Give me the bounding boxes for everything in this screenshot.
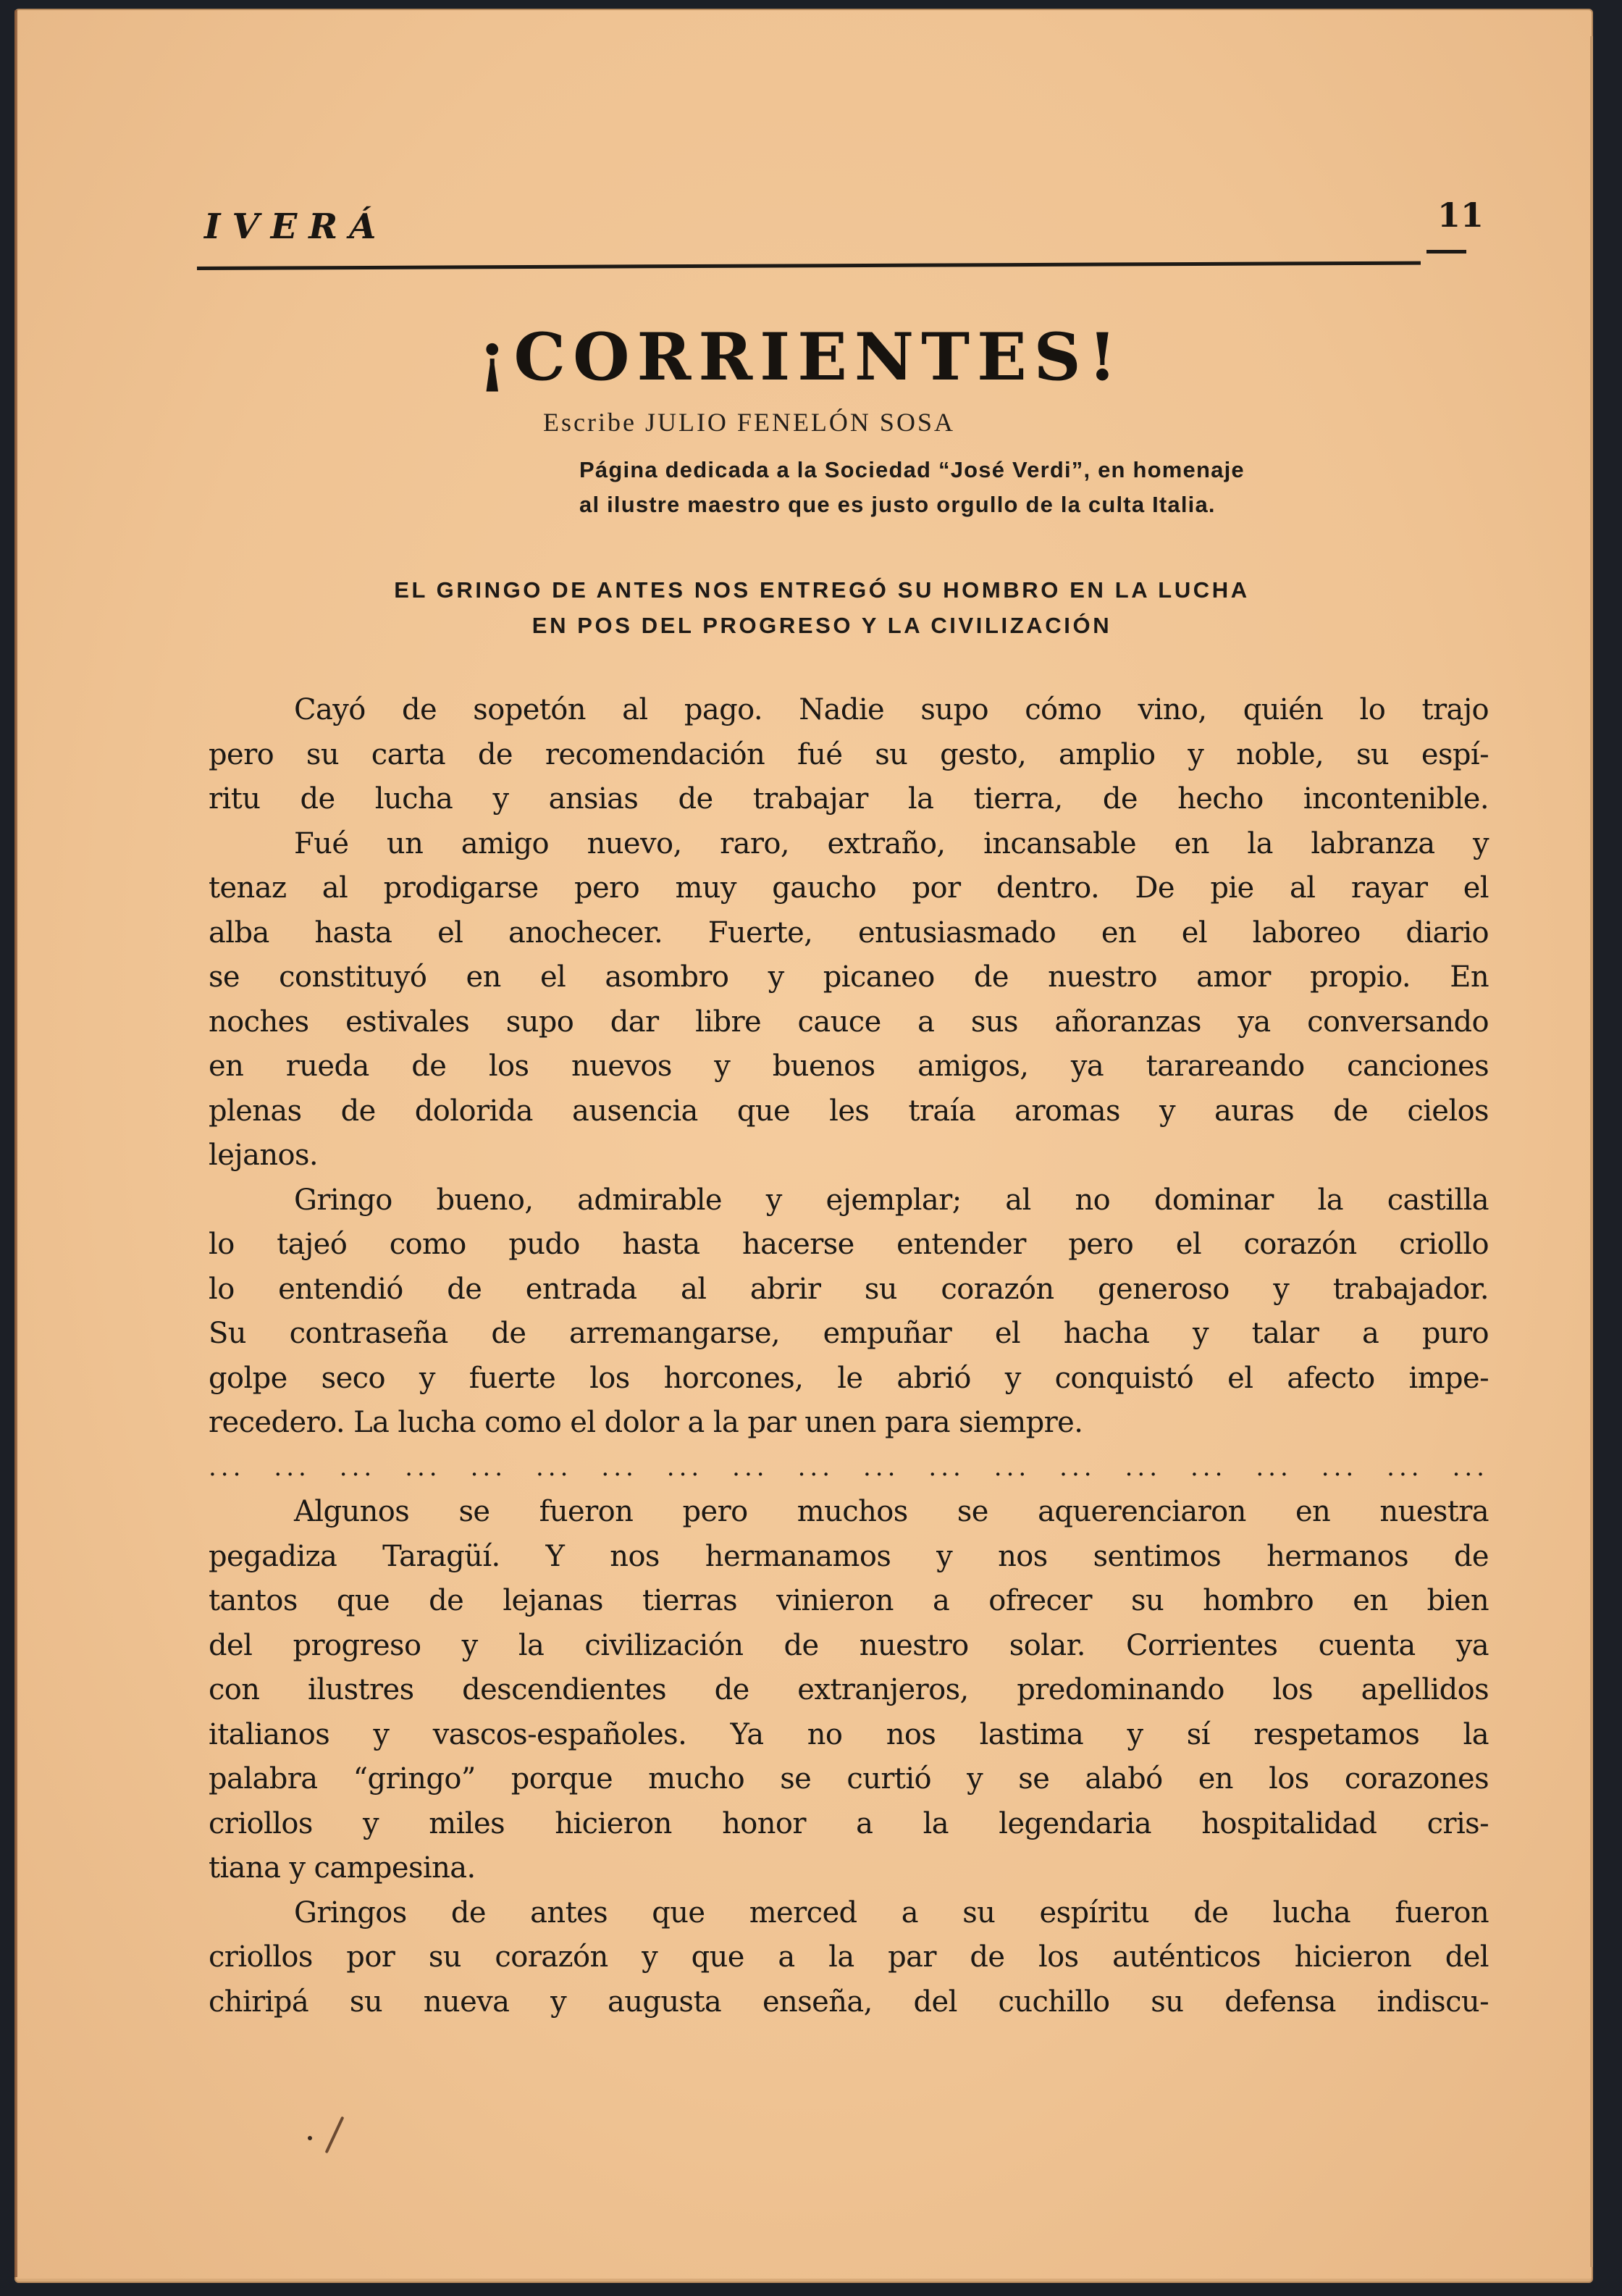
text-line: del progreso y la civilización de nuestro solar. Corrientes cuenta ya (209, 1628, 1489, 1662)
text-line: criollos por su corazón y que a la par de los auténticos hicieron del (209, 1940, 1489, 1974)
article-subheading (279, 572, 1365, 643)
text-line: chiripá su nueva y augusta enseña, del cuchillo su defensa indiscu- (209, 1985, 1489, 2019)
text-line: Fué un amigo nuevo, raro, extraño, incansable en la labranza y (294, 826, 1489, 860)
text-line: Gringos de antes que merced a su espíritu de lucha fueron (294, 1895, 1489, 1930)
text-line: tiana y campesina. (209, 1851, 476, 1885)
paragraph (209, 1178, 1489, 1446)
article-byline: Escribe JULIO FENELÓN SOSA (543, 408, 955, 437)
text-line: tantos que de lejanas tierras vinieron a ofrecer su hombro en bien (209, 1584, 1489, 1617)
text-line: Cayó de sopetón al pago. Nadie supo cómo vino, quién lo trajo (294, 693, 1489, 726)
page-number: 11 (1437, 196, 1484, 235)
paper-speck (308, 2136, 312, 2140)
paragraph (209, 1891, 1489, 2025)
page-fore-edge (1590, 36, 1593, 2267)
article-title: ¡CORRIENTES! (478, 319, 1125, 395)
text-line: lejanos. (209, 1139, 319, 1172)
text-line: palabra “gringo” porque mucho se curtió y se alabó en los corazones (209, 1762, 1489, 1796)
subheading-line: EN POS DEL PROGRESO Y LA CIVILIZACIÓN (531, 613, 1112, 638)
text-line: noches estivales supo dar libre cauce a sus añoranzas ya conversando (209, 1005, 1489, 1039)
text-line: criollos y miles hicieron honor a la legendaria hospitalidad cris- (209, 1806, 1489, 1840)
text-line: Gringo bueno, admirable y ejemplar; al no dominar la castilla (294, 1183, 1489, 1217)
text-line: plenas de dolorida ausencia que les traía aromas y auras de cielos (209, 1094, 1489, 1128)
text-line: alba hasta el anochecer. Fuerte, entusiasmado en el laboreo diario (209, 916, 1489, 950)
header-rule-end (1426, 250, 1466, 254)
paragraph (209, 1490, 1489, 1891)
text-line: pero su carta de recomendación fué su gesto, amplio y noble, su espí- (209, 737, 1489, 771)
text-line: lo entendió de entrada al abrir su corazón generoso y trabajador. (209, 1272, 1489, 1306)
text-line: pegadiza Taragüí. Y nos hermanamos y nos sentimos hermanos de (209, 1539, 1489, 1573)
text-line: italianos y vascos-españoles. Ya no nos lastima y sí respetamos la (209, 1717, 1489, 1751)
text-line: Algunos se fueron pero muchos se aquerenciaron en nuestra (294, 1495, 1489, 1528)
dedication-line: al ilustre maestro que es justo orgullo de la culta Italia. (579, 492, 1216, 517)
text-line: se constituyó en el asombro y picaneo de nuestro amor propio. En (209, 960, 1489, 994)
article-body (209, 688, 1489, 2024)
running-header-title: IVERÁ (204, 206, 388, 247)
text-line: Su contraseña de arremangarse, empuñar el hacha y talar a puro (209, 1317, 1489, 1350)
text-line: con ilustres descendientes de extranjeros, predominando los apellidos (209, 1673, 1489, 1706)
dedication-note (579, 453, 1470, 522)
text-line: lo tajeó como pudo hasta hacerse entender pero el corazón criollo (209, 1228, 1489, 1261)
text-line: ritu de lucha y ansias de trabajar la tierra, de hecho incontenible. (209, 782, 1489, 816)
section-separator-dots: ... ... ... ... ... ... ... ... ... ... ... ... ... ... ... ... ... ... ... ... (209, 1452, 1489, 1482)
paragraph (209, 688, 1489, 822)
text-line: recedero. La lucha como el dolor a la par unen para siempre. (209, 1406, 1083, 1439)
text-line: golpe seco y fuerte los horcones, le abrió y conquistó el afecto impe- (209, 1361, 1489, 1395)
dedication-line: Página dedicada a la Sociedad “José Verdi”, en homenaje (579, 457, 1245, 482)
text-line: tenaz al prodigarse pero muy gaucho por dentro. De pie al rayar el (209, 871, 1489, 905)
page-binding-edge (14, 10, 17, 2277)
text-line: en rueda de los nuevos y buenos amigos, ya tarareando canciones (209, 1049, 1489, 1083)
subheading-line: EL GRINGO DE ANTES NOS ENTREGÓ SU HOMBRO EN LA LUCHA (394, 577, 1250, 603)
paragraph (209, 822, 1489, 1178)
